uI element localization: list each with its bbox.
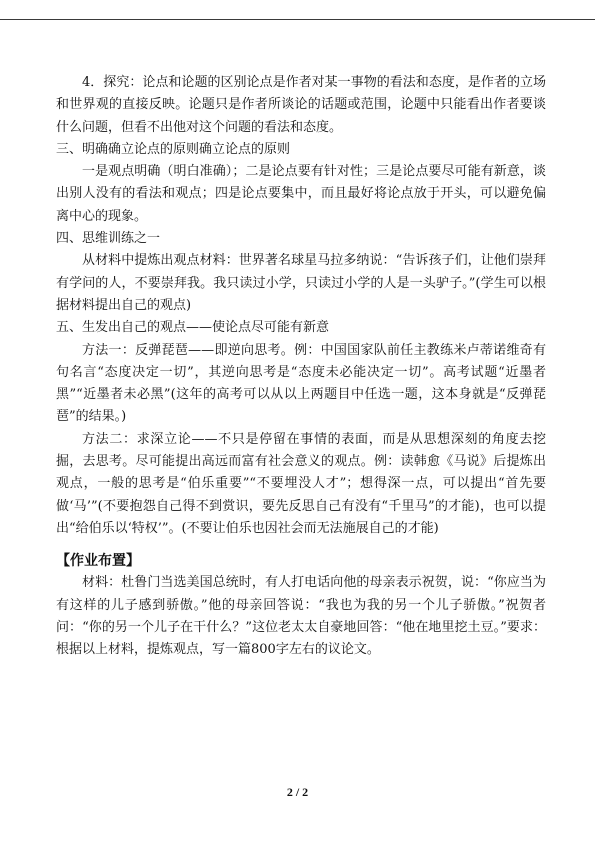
heading-5: 五、生发出自己的观点——使论点尽可能有新意 [56,320,330,336]
header-rule [0,19,595,20]
heading-4: 四、思维训练之一 [56,231,161,247]
paragraph-principles: 一是观点明确（明白准确）；二是论点要有针对性；三是论点要尽可能有新意，谈出别人没有的看法和观点；四是论点要集中，而且最好将论点放于开头，可以避免偏离中心的现象。 [56,164,546,224]
document-body [56,72,546,661]
paragraph-homework: 材料：杜鲁门当选美国总统时，有人打电话向他的母亲表示祝贺，说：“你应当为有这样的儿子感到骄傲。”他的母亲回答说：“我也为我的另一个儿子骄傲。”祝贺者问：“你的另一个儿子在干什么？”这位老太太自豪地回答：“他在地里挖土豆。”要求：根据以上材料，提炼观点，写一篇800字左右的议论文。 [56,575,546,658]
section-homework-title: 【作业布置】 [56,553,140,570]
paragraph-method-2: 方法二：求深立论——不只是停留在事情的表面，而是从思想深刻的角度去挖掘，去思考。尽可能提出高远而富有社会意义的观点。例：读韩愈《马说》后提炼出观点，一般的思考是“伯乐重要”“不要埋没人才”；想得深一点，可以提出“首先要做‘马’”(不要抱怨自己得不到赏识，要先反思自己有没有“千里马”的才能)，也可以提出“给伯乐以‘特权’”。(不要让伯乐也因社会而无法施展自己的才能) [56,431,546,536]
paragraph-method-1: 方法一：反弹琵琶——即逆向思考。例：中国国家队前任主教练米卢蒂诺维奇有句名言“态度决定一切”，其逆向思考是“态度未必能决定一切”。高考试题“近墨者黑”“近墨者未必黑”(这年的高考可以从以上两题目中任选一题，这本身就是“反弹琵琶”的结果。) [56,342,546,425]
paragraph-point-4: 4．探究：论点和论题的区别论点是作者对某一事物的看法和态度，是作者的立场和世界观的直接反映。论题只是作者所谈论的话题或范围，论题中只能看出作者要谈什么问题，但看不出他对这个问题的看法和态度。 [56,75,546,135]
paragraph-material: 从材料中提炼出观点材料：世界著名球星马拉多纳说：“告诉孩子们，让他们崇拜有学问的人，不要崇拜我。我只读过小学，只读过小学的人是一头驴子。”(学生可以根据材料提出自己的观点) [56,253,546,313]
page-number: 2 / 2 [286,785,309,799]
heading-3: 三、明确确立论点的原则确立论点的原则 [56,141,291,157]
